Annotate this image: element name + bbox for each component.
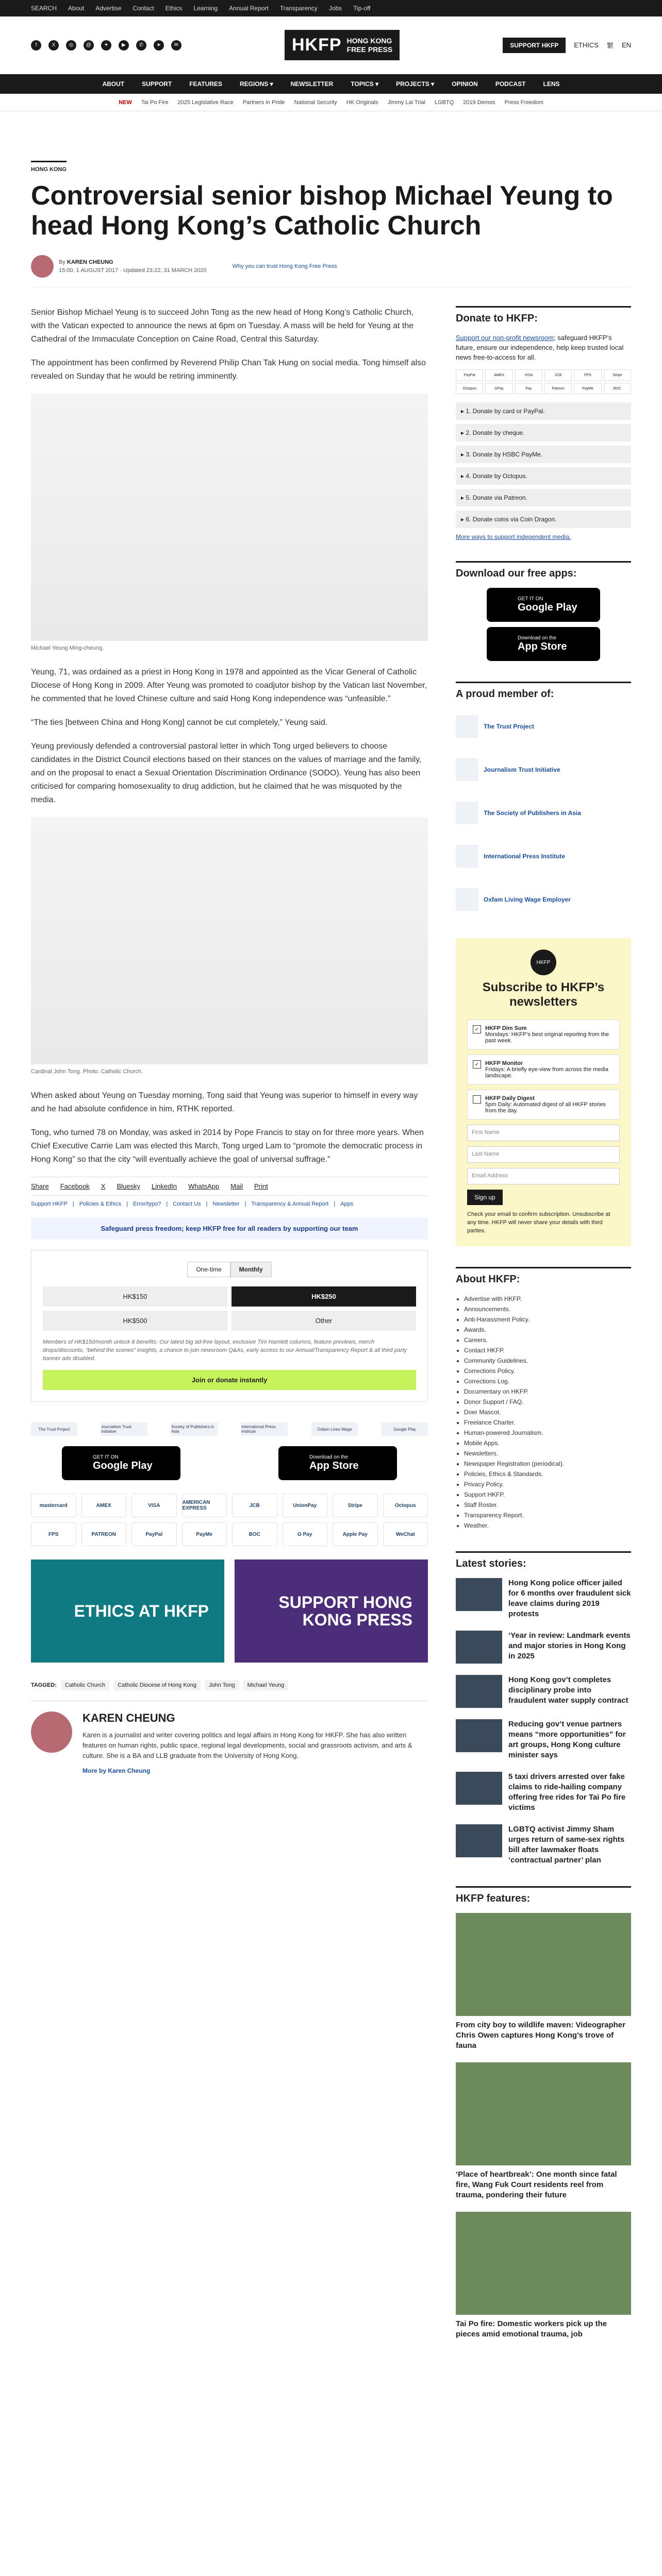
footer-links: Support HKFP | Policies & Ethics | Error/typo? | Contact Us | Newsletter | Transparency & Annual Report | Apps xyxy=(31,1201,354,1207)
donate-option[interactable]: ▸ 1. Donate by card or PayPal. xyxy=(456,402,631,420)
story-thumbnail xyxy=(456,1772,502,1805)
trending-national-security[interactable]: National Security xyxy=(294,99,337,106)
share-bluesky[interactable]: Bluesky xyxy=(117,1182,140,1190)
pay-american-express[interactable]: AMERICAN EXPRESS xyxy=(182,1494,227,1517)
pay-paypal[interactable]: PayPal xyxy=(131,1522,177,1546)
email-field[interactable]: Email Address xyxy=(467,1168,620,1184)
pay-small[interactable]: Pay xyxy=(515,383,542,394)
share-print[interactable]: Print xyxy=(254,1182,268,1190)
promo-banners xyxy=(31,1560,428,1663)
feature-image xyxy=(456,1913,631,2016)
member-trust-project[interactable] xyxy=(456,708,631,744)
about-link[interactable]: • Community Guidelines. xyxy=(464,1355,631,1366)
badge-oxfam[interactable]: Oxfam Lives Wage xyxy=(311,1422,358,1436)
pay-octopus[interactable]: Octopus xyxy=(383,1494,428,1517)
story-headline[interactable]: LGBTQ activist Jimmy Sham urges return of same-sex rights bill after lawmaker floats ‘contractual partner’ plan xyxy=(508,1825,625,1865)
latest-story[interactable] xyxy=(456,1578,631,1619)
link-newsletter[interactable]: Newsletter xyxy=(212,1201,240,1207)
pay-small[interactable]: Octopus xyxy=(456,383,483,394)
share-whatsapp[interactable]: WhatsApp xyxy=(188,1182,220,1190)
trending-bar xyxy=(0,94,662,111)
donate-widget-payments xyxy=(456,369,631,394)
donate-option[interactable]: ▸ 5. Donate via Patreon. xyxy=(456,489,631,506)
latest-widget-title: Latest stories: xyxy=(456,1551,631,1570)
telegram-icon[interactable]: ➤ xyxy=(154,40,164,50)
about-link[interactable]: • Advertise with HKFP. xyxy=(464,1294,631,1304)
feature-story[interactable] xyxy=(456,2212,631,2340)
search-link[interactable]: SEARCH xyxy=(31,5,57,12)
pay-small[interactable]: Patreon xyxy=(544,383,572,394)
pay-amex[interactable]: AMEX xyxy=(81,1494,127,1517)
support-hkfp-button[interactable]: SUPPORT HKFP xyxy=(503,38,566,53)
last-name-field[interactable]: Last Name xyxy=(467,1146,620,1163)
latest-story[interactable] xyxy=(456,1675,631,1708)
article-photo-yeung xyxy=(31,394,428,641)
share-mail[interactable]: Mail xyxy=(230,1182,243,1190)
nav-support[interactable]: SUPPORT xyxy=(142,80,172,88)
trending-jimmy-lai-trial[interactable]: Jimmy Lai Trial xyxy=(387,99,425,106)
pay-visa[interactable]: VISA xyxy=(131,1494,177,1517)
member-sopa[interactable] xyxy=(456,795,631,831)
sidebar-google-play[interactable] xyxy=(487,588,600,622)
trending-new-badge: NEW xyxy=(119,99,132,106)
nav-regions[interactable]: REGIONS ▾ xyxy=(239,80,273,88)
tag-item[interactable]: Michael Yeung xyxy=(243,1680,289,1690)
about-link[interactable]: • Documentary on HKFP. xyxy=(464,1386,631,1397)
support-newsroom-link[interactable]: Support our non-profit newsroom; xyxy=(456,334,556,342)
trending-tai-po-fire[interactable]: Tai Po Fire xyxy=(141,99,169,106)
share-label: Share xyxy=(31,1182,49,1190)
instagram-icon[interactable]: ◎ xyxy=(66,40,76,50)
nav-newsletter[interactable]: NEWSLETTER xyxy=(290,80,334,88)
sidebar xyxy=(456,306,631,2360)
latest-story[interactable] xyxy=(456,1631,631,1664)
nav-projects[interactable]: PROJECTS ▾ xyxy=(396,80,435,88)
trending-lgbtq[interactable]: LGBTQ xyxy=(434,99,454,106)
first-name-field[interactable]: First Name xyxy=(467,1125,620,1141)
pay-boc[interactable]: BOC xyxy=(232,1522,277,1546)
pay-small[interactable]: BOC xyxy=(604,383,631,394)
article-tags xyxy=(31,1680,428,1701)
about-widget xyxy=(456,1267,631,1531)
pay-fps[interactable]: FPS xyxy=(31,1522,76,1546)
about-link[interactable]: • Donor Support / FAQ. xyxy=(464,1397,631,1407)
article-paragraph: Yeung previously defended a controversial pastoral letter in which Tong urged believers to choose candidates in the District Council elections based on their stances on the values of marriage and the family, and on the proposal to enact a Sexual Orientation Discrimination Ordinance (SODO). Yeung has also been criticised for comparing homosexuality to drug addiction, but he claimed that he was misquoted by the media. xyxy=(31,742,422,804)
member-badges xyxy=(31,1422,428,1436)
feature-story[interactable] xyxy=(456,2062,631,2200)
nav-topics[interactable]: TOPICS ▾ xyxy=(351,80,379,88)
lang-zh-link[interactable]: 繁 xyxy=(606,42,614,49)
author-box-name[interactable]: KAREN CHEUNG xyxy=(82,1711,175,1724)
page-wrapper xyxy=(31,111,631,2360)
story-thumbnail xyxy=(456,1675,502,1708)
author-box-avatar[interactable] xyxy=(31,1711,72,1753)
member-widget xyxy=(456,682,631,918)
ipi-logo xyxy=(456,845,478,868)
facebook-icon[interactable]: f xyxy=(31,40,41,50)
content-columns xyxy=(31,306,631,2360)
topbar-link-contact[interactable]: Contact xyxy=(133,5,154,12)
app-store-small: Download on the xyxy=(309,1454,349,1460)
about-link[interactable]: • Staff Roster. xyxy=(464,1500,631,1510)
story-thumbnail xyxy=(456,1578,502,1611)
tags-label: TAGGED: xyxy=(31,1682,57,1688)
photo-caption: Cardinal John Tong. Photo: Catholic Church. xyxy=(31,1069,143,1075)
pay-patreon[interactable]: PATREON xyxy=(81,1522,127,1546)
about-link[interactable]: • Mobile Apps. xyxy=(464,1438,631,1448)
bluesky-icon[interactable]: ✦ xyxy=(101,40,111,50)
google-play-label: Google Play xyxy=(93,1460,153,1471)
share-linkedin[interactable]: LinkedIn xyxy=(152,1182,177,1190)
pay-jcb[interactable]: JCB xyxy=(232,1494,277,1517)
about-widget-title: About HKFP: xyxy=(456,1267,631,1285)
tab-one-time[interactable]: One-time xyxy=(187,1262,230,1277)
x-icon[interactable]: X xyxy=(48,40,59,50)
photo-caption: Michael Yeung Ming-cheung. xyxy=(31,645,104,651)
tab-monthly[interactable]: Monthly xyxy=(230,1262,272,1277)
donate-box xyxy=(31,1250,428,1402)
nav-opinion[interactable]: OPINION xyxy=(452,80,478,88)
share-facebook[interactable]: Facebook xyxy=(60,1182,90,1190)
feature-image xyxy=(456,2212,631,2315)
article-body xyxy=(31,306,428,2360)
pay-stripe[interactable]: Stripe xyxy=(333,1494,378,1517)
badge-ipi[interactable]: International Press Institute xyxy=(241,1422,288,1436)
pay-payme[interactable]: PayMe xyxy=(182,1522,227,1546)
donate-option[interactable]: ▸ 6. Donate coins via Coin Dragon. xyxy=(456,511,631,528)
pay-gpay[interactable]: G Pay xyxy=(283,1522,328,1546)
about-link[interactable]: • Freelance Charter. xyxy=(464,1417,631,1428)
trending-hk-originals[interactable]: HK Originals xyxy=(346,99,378,106)
story-headline[interactable]: ‘Year in review: Landmark events and major stories in Hong Kong in 2025 xyxy=(508,1631,631,1660)
about-link[interactable]: • Policies, Ethics & Standards. xyxy=(464,1469,631,1479)
amount-500[interactable]: HK$500 xyxy=(43,1311,227,1331)
google-play-button[interactable] xyxy=(62,1446,180,1480)
feature-headline[interactable]: Tai Po fire: Domestic workers pick up the pieces amid emotional trauma, job xyxy=(456,2319,607,2338)
newsletter-name: HKFP Daily Digest xyxy=(485,1095,535,1101)
newsletter-name: HKFP Dim Sum xyxy=(485,1025,527,1031)
checkbox-checked-icon[interactable]: ✓ xyxy=(473,1025,481,1033)
link-policies[interactable]: Policies & Ethics xyxy=(79,1201,122,1207)
article-paragraph: “The ties [between China and Hong Kong] cannot be cut completely,” Yeung said. xyxy=(31,718,328,727)
checkbox-unchecked-icon[interactable] xyxy=(473,1095,481,1104)
author-box xyxy=(31,1711,428,1774)
more-by-author-link[interactable]: More by Karen Cheung xyxy=(82,1767,151,1774)
logo-text xyxy=(347,37,393,54)
topbar-link-about[interactable]: About xyxy=(68,5,85,12)
article-paragraph: When asked about Yeung on Tuesday morning, Tong said that Yeung was superior to himself in every way and he had absolute confidence in him, RTHK reported. xyxy=(31,1091,418,1113)
pay-small[interactable]: PayMe xyxy=(574,383,601,394)
author-avatar[interactable] xyxy=(31,255,54,278)
main-nav xyxy=(0,74,662,94)
pay-mastercard[interactable]: mastercard xyxy=(31,1494,76,1517)
member-ipi[interactable] xyxy=(456,838,631,874)
nav-lens[interactable]: LENS xyxy=(543,80,560,88)
article-paragraph: Tong, who turned 78 on Monday, was asked in 2014 by Pope Francis to stay on for three more years. When Chief Executive Carrie Lam was elected this March, Tong urged Lam to “promote the democratic process in Hong Kong” so that the city “will eventually achieve the goal of universal suffrage.” xyxy=(31,1128,424,1164)
story-thumbnail xyxy=(456,1719,502,1752)
donate-lead-text: safeguard HKFP’s future, ensure our independence, help keep trusted local news free-to-access for all. xyxy=(456,334,624,361)
threads-icon[interactable]: @ xyxy=(84,40,94,50)
top-utility-bar xyxy=(0,0,662,16)
member-oxfam[interactable] xyxy=(456,882,631,918)
topbar-link-jobs[interactable]: Jobs xyxy=(328,5,342,12)
site-logo[interactable] xyxy=(285,30,400,60)
newsletter-widget xyxy=(456,938,631,1246)
apps-widget xyxy=(456,561,631,661)
amount-other[interactable]: Other xyxy=(231,1311,416,1331)
topbar-link-tip-off[interactable]: Tip-off xyxy=(353,5,371,12)
link-support[interactable]: Support HKFP xyxy=(31,1201,68,1207)
social-icons xyxy=(31,40,181,50)
about-link[interactable]: • Support HKFP. xyxy=(464,1489,631,1500)
newsletter-name: HKFP Monitor xyxy=(485,1060,523,1066)
feature-story[interactable] xyxy=(456,1913,631,2051)
tag-item[interactable]: Catholic Church xyxy=(61,1680,109,1690)
latest-story[interactable] xyxy=(456,1772,631,1813)
newsletter-desc: Mondays: HKFP’s best original reporting from the past week. xyxy=(485,1031,609,1044)
topbar-link-advertise[interactable]: Advertise xyxy=(95,5,122,12)
more-ways-link[interactable]: More ways to support independent media. xyxy=(456,533,571,540)
features-widget xyxy=(456,1886,631,2340)
signup-button[interactable]: Sign up xyxy=(467,1190,503,1205)
donate-option[interactable]: ▸ 4. Donate by Octopus. xyxy=(456,467,631,485)
newsletter-desc: Fridays: A briefly eye-view from across the media landscape. xyxy=(485,1066,609,1079)
pay-small[interactable]: FPS xyxy=(574,369,601,381)
pay-small[interactable]: AMEX xyxy=(485,369,512,381)
newsletter-option-monitor[interactable] xyxy=(467,1055,620,1084)
article-title: Controversial senior bishop Michael Yeung to head Hong Kong’s Catholic Church xyxy=(31,181,613,241)
article-paragraph: Yeung, 71, was ordained as a priest in Hong Kong in 1978 and appointed as the Vicar General of Catholic Diocese of Hong Kong in 2009. After Yeung was promoted to coadjutor bishop by the Vatican last November, he commented that he loved Chinese culture and said Hong Kong independence was “unfeasible.” xyxy=(31,668,427,703)
link-transparency[interactable]: Transparency & Annual Report xyxy=(251,1201,329,1207)
article-paragraph: Senior Bishop Michael Yeung is to succeed John Tong as the new head of Hong Kong’s Catholic Church, with the Vatican expected to announce the news at 6pm on Tuesday. A mass will be held for Yeung at the Cathedral of the Immaculate Conception on Caine Road, Central this Saturday. xyxy=(31,308,414,344)
tag-item[interactable]: John Tong xyxy=(205,1680,239,1690)
pay-small[interactable]: JCB xyxy=(544,369,572,381)
member-name: Oxfam Living Wage Employer xyxy=(484,896,571,903)
story-thumbnail xyxy=(456,1631,502,1664)
member-name: The Trust Project xyxy=(484,723,535,730)
latest-widget xyxy=(456,1551,631,1866)
badge-trust-project[interactable]: The Trust Project xyxy=(31,1422,77,1436)
pay-small[interactable]: PayPal xyxy=(456,369,483,381)
about-link[interactable]: • Human-powered Journalism. xyxy=(464,1428,631,1438)
newsletter-option-dim-sum[interactable] xyxy=(467,1020,620,1049)
about-link[interactable]: • Corrections Log. xyxy=(464,1376,631,1386)
trending-press-freedom[interactable]: Press Freedom xyxy=(504,99,543,106)
member-widget-title: A proud member of: xyxy=(456,682,631,700)
app-store-label: App Store xyxy=(309,1460,359,1471)
sidebar-app-store[interactable] xyxy=(487,627,600,661)
story-headline[interactable]: 5 taxi drivers arrested over fake claims to ride-hailing company offering free rides for Tai Po fire victims xyxy=(508,1772,626,1812)
story-headline[interactable]: Hong Kong gov’t completes disciplinary probe into fraudulent water supply contract xyxy=(508,1675,628,1705)
ethics-promo[interactable]: ETHICS AT HKFP xyxy=(31,1560,224,1663)
newsletter-note: Check your email to confirm subscription. Unsubscribe at any time. HKFP will never share your details with third parties. xyxy=(467,1211,610,1234)
pay-wechat[interactable]: WeChat xyxy=(383,1522,428,1546)
topbar-link-transparency[interactable]: Transparency xyxy=(279,5,318,12)
badge-google-play[interactable]: Google Play xyxy=(382,1422,428,1436)
features-widget-title: HKFP features: xyxy=(456,1886,631,1905)
newsletter-option-daily-digest[interactable] xyxy=(467,1090,620,1120)
feature-image xyxy=(456,2062,631,2165)
byline-text: By KAREN CHEUNG 15:00, 1 AUGUST 2017 · Updated 23:22, 31 MARCH 2020 xyxy=(59,259,207,274)
sidebar-as-label: App Store xyxy=(518,641,567,652)
topbar-link-annual-report[interactable]: Annual Report xyxy=(229,5,269,12)
pay-applepay[interactable]: Apple Pay xyxy=(333,1522,378,1546)
pay-small[interactable]: GPay xyxy=(485,383,512,394)
badge-jti[interactable]: Journalism Trust Initiative xyxy=(101,1422,147,1436)
about-link[interactable]: • Careers. xyxy=(464,1335,631,1345)
about-list xyxy=(456,1294,631,1531)
donate-widget-lead xyxy=(456,333,631,362)
donate-widget-title: Donate to HKFP: xyxy=(456,306,631,325)
checkbox-checked-icon[interactable]: ✓ xyxy=(473,1060,481,1069)
oxfam-logo xyxy=(456,888,478,911)
story-thumbnail xyxy=(456,1824,502,1857)
newsletter-title: Subscribe to HKFP’s newsletters xyxy=(482,980,605,1009)
article-photo-tong xyxy=(31,817,428,1064)
logo-mark: HKFP xyxy=(291,35,342,55)
feature-headline[interactable]: ‘Place of heartbreak’: One month since fatal fire, Wang Fuk Court residents reel from trauma, pondering their future xyxy=(456,2170,617,2199)
safeguard-banner[interactable]: Safeguard press freedom; keep HKFP free for all readers by supporting our team xyxy=(31,1217,428,1240)
sidebar-gp-label: Google Play xyxy=(518,602,577,613)
donate-frequency-tabs xyxy=(43,1262,416,1277)
trending-2019-demos[interactable]: 2019 Demos xyxy=(463,99,495,106)
newsletter-logo: HKFP xyxy=(531,950,556,975)
trust-project-logo xyxy=(456,715,478,738)
about-link[interactable]: • Doer Mascot. xyxy=(464,1407,631,1417)
member-name: International Press Institute xyxy=(484,853,566,860)
article-paragraph: The appointment has been confirmed by Reverend Philip Chan Tak Hung on social media. Tong himself also revealed on Sunday that he would be retiring imminently. xyxy=(31,359,426,381)
google-play-small: GET IT ON xyxy=(93,1454,119,1460)
about-link[interactable]: • Weather. xyxy=(464,1520,631,1531)
about-link[interactable]: • Awards. xyxy=(464,1325,631,1335)
section-label[interactable]: HONG KONG xyxy=(31,161,67,173)
brand-right xyxy=(503,38,631,53)
about-link[interactable]: • Newsletters. xyxy=(464,1448,631,1459)
youtube-icon[interactable]: ▶ xyxy=(119,40,129,50)
member-name: Journalism Trust Initiative xyxy=(484,766,560,773)
trending-partners-in-pride[interactable]: Partners in Pride xyxy=(242,99,285,106)
newsletter-desc: 5pm Daily: Automated digest of all HKFP stories from the day. xyxy=(485,1101,606,1114)
about-link[interactable]: • Transparency Report. xyxy=(464,1510,631,1520)
ethics-link[interactable]: ETHICS xyxy=(574,41,599,49)
about-link[interactable]: • Newspaper Registration (periodical). xyxy=(464,1459,631,1469)
pay-small[interactable]: VISA xyxy=(515,369,542,381)
brand-bar xyxy=(0,16,662,74)
tag-item[interactable]: Catholic Diocese of Hong Kong xyxy=(113,1680,201,1690)
donate-widget xyxy=(456,306,631,540)
badge-sopa[interactable]: Society of Publishers in Asia xyxy=(171,1422,218,1436)
amount-150[interactable]: HK$150 xyxy=(43,1286,227,1307)
app-store-buttons xyxy=(31,1446,428,1480)
logo-line-1: HONG KONG xyxy=(346,36,392,45)
about-link[interactable]: • Anti-Harassment Policy. xyxy=(464,1314,631,1325)
apps-widget-title: Download our free apps: xyxy=(456,561,631,580)
nav-podcast[interactable]: PODCAST xyxy=(495,80,526,88)
latest-story[interactable] xyxy=(456,1824,631,1866)
story-headline[interactable]: Reducing gov’t venue partners means “more opportunities” for art groups, Hong Kong culture minister says xyxy=(508,1720,626,1759)
pay-small[interactable]: Stripe xyxy=(604,369,631,381)
link-contact[interactable]: Contact Us xyxy=(173,1201,201,1207)
join-donate-button[interactable]: Join or donate instantly xyxy=(43,1370,416,1390)
trending-legislative-race[interactable]: 2025 Legislative Race xyxy=(177,99,234,106)
byline xyxy=(31,255,631,287)
amount-250[interactable]: HK$250 xyxy=(231,1286,416,1307)
nav-about[interactable]: ABOUT xyxy=(102,80,125,88)
topbar-link-ethics[interactable]: Ethics xyxy=(165,5,183,12)
feature-headline[interactable]: From city boy to wildlife maven: Videographer Chris Owen captures Hong Kong’s trove of fauna xyxy=(456,2021,625,2050)
article-dates: 15:00, 1 AUGUST 2017 · Updated 23:22, 31 MARCH 2020 xyxy=(59,267,207,274)
donate-benefits-note: Members of HK$150/month unlock 8 benefits: Our latest big ad-free layout, exclusive Tim Hamlett columns, feature previews, merch drops/discounts, “behind the scenes” insights, a chance to join newsroom Q&As, early access to our Annual/Transparency Report & all third party banner ads disabled. xyxy=(43,1339,407,1362)
why-trust-link[interactable]: Why you can trust Hong Kong Free Press xyxy=(232,263,337,269)
sidebar-as-small: Download on the xyxy=(518,635,557,641)
member-name: The Society of Publishers in Asia xyxy=(484,809,581,817)
donate-amounts xyxy=(43,1286,416,1331)
app-store-button[interactable] xyxy=(278,1446,397,1480)
link-apps[interactable]: Apps xyxy=(340,1201,354,1207)
share-bar xyxy=(31,1177,428,1196)
latest-story[interactable] xyxy=(456,1719,631,1760)
sidebar-gp-small: GET IT ON xyxy=(518,596,543,602)
email-icon[interactable]: ✉ xyxy=(171,40,181,50)
pay-unionpay[interactable]: UnionPay xyxy=(283,1494,328,1517)
donate-option[interactable]: ▸ 3. Donate by HSBC PayMe. xyxy=(456,446,631,463)
lang-en-link[interactable]: EN xyxy=(621,41,631,49)
link-error[interactable]: Error/typo? xyxy=(133,1201,161,1207)
donate-option[interactable]: ▸ 2. Donate by cheque. xyxy=(456,424,631,442)
sopa-logo xyxy=(456,802,478,824)
member-jti[interactable] xyxy=(456,752,631,788)
jti-logo xyxy=(456,758,478,781)
story-headline[interactable]: Hong Kong police officer jailed for 6 months over fraudulent sick leave claims during 2019 protests xyxy=(508,1579,631,1618)
payment-methods xyxy=(31,1494,428,1546)
nav-features[interactable]: FEATURES xyxy=(189,80,222,88)
about-link[interactable]: • Privacy Policy. xyxy=(464,1479,631,1489)
topbar-link-learning[interactable]: Learning xyxy=(193,5,218,12)
support-promo[interactable]: SUPPORT HONG KONG PRESS xyxy=(235,1560,428,1663)
about-link[interactable]: • Corrections Policy. xyxy=(464,1366,631,1376)
author-link[interactable]: KAREN CHEUNG xyxy=(67,259,113,265)
about-link[interactable]: • Announcements. xyxy=(464,1304,631,1314)
whatsapp-icon[interactable]: ✆ xyxy=(136,40,146,50)
share-x[interactable]: X xyxy=(101,1182,106,1190)
about-link[interactable]: • Contact HKFP. xyxy=(464,1345,631,1355)
logo-line-2: FREE PRESS xyxy=(346,45,393,54)
author-box-bio: Karen is a journalist and writer covering politics and legal affairs in Hong Kong for HKFP. She has also written features on human rights, public space, regional legal developments, social and grassroots activism, and arts & culture. She is a BA and LLB graduate from the University of Hong Kong. xyxy=(82,1731,412,1759)
